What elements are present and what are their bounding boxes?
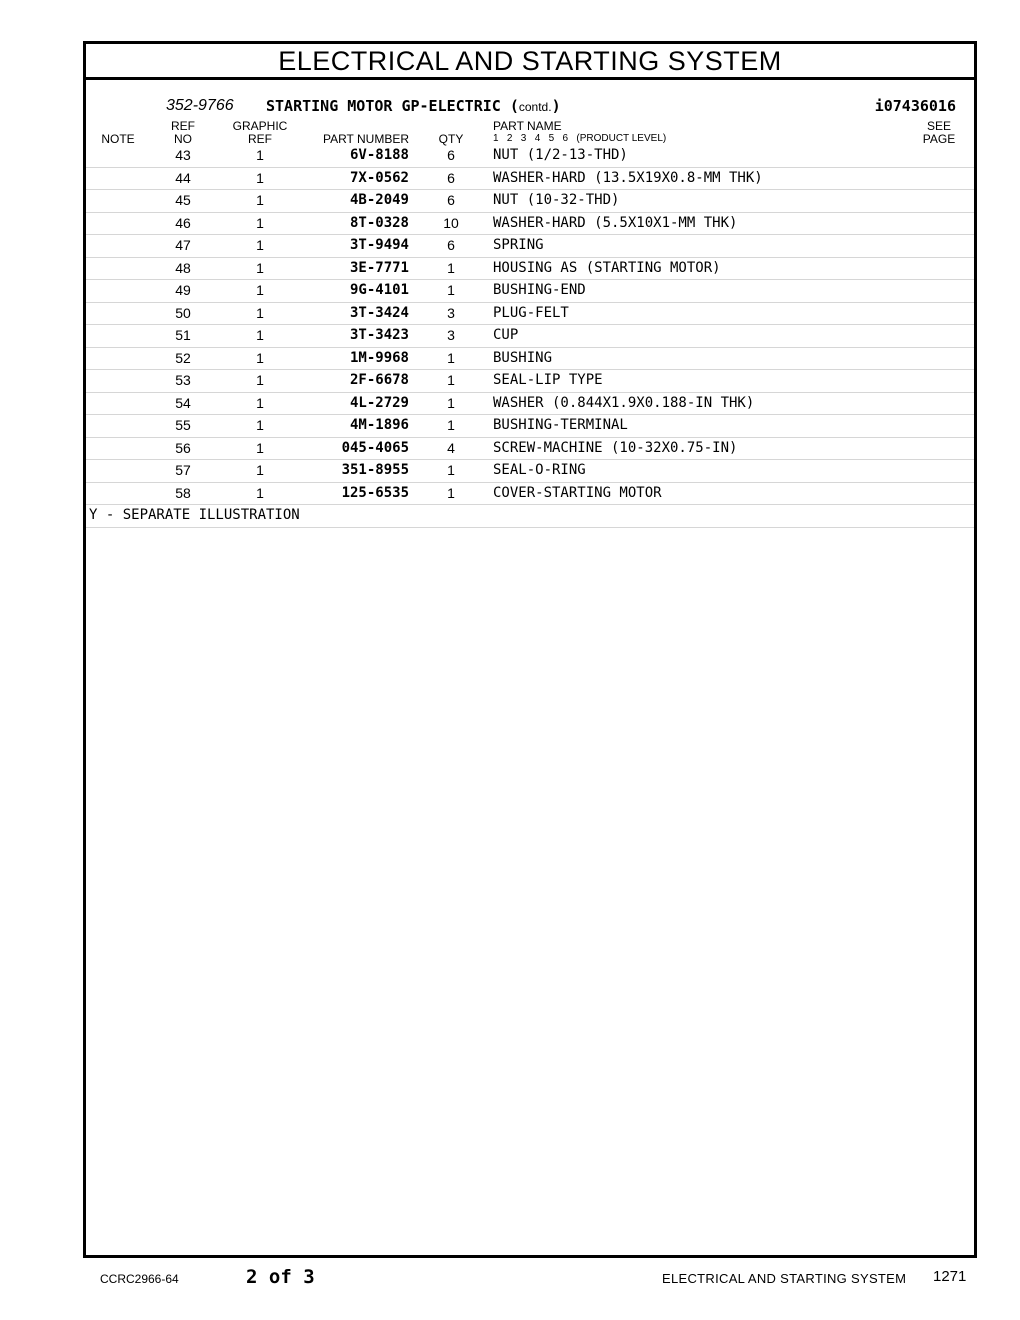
table-row	[86, 190, 974, 213]
part-name: WASHER-HARD (13.5X19X0.8-MM THK)	[493, 169, 763, 186]
table-row	[86, 393, 974, 416]
illustration-note-text: Y - SEPARATE ILLUSTRATION	[89, 507, 300, 523]
qty: 6	[447, 169, 455, 186]
group-id: i07436016	[874, 97, 956, 115]
table-row	[86, 325, 974, 348]
part-number: 8T-0328	[349, 214, 409, 231]
table-row	[86, 168, 974, 191]
qty: 6	[447, 237, 455, 253]
qty: 1	[447, 372, 455, 388]
ref-no: 51	[175, 327, 191, 343]
ref-no: 44	[175, 169, 191, 186]
illustration-note	[86, 505, 974, 528]
parts-table	[86, 145, 974, 528]
qty: 1	[447, 417, 455, 433]
graphic-ref: 1	[256, 417, 264, 433]
graphic-ref: 1	[256, 372, 264, 388]
part-number: 1M-9968	[349, 349, 409, 366]
part-name: BUSHING-TERMINAL	[493, 417, 628, 433]
part-name: HOUSING AS (STARTING MOTOR)	[493, 259, 721, 276]
graphic-ref: 1	[256, 282, 264, 298]
part-number: 6V-8188	[349, 147, 409, 163]
table-row	[86, 258, 974, 281]
part-name: WASHER-HARD (5.5X10X1-MM THK)	[493, 214, 738, 231]
group-contd: contd.	[518, 100, 552, 114]
qty: 1	[447, 282, 455, 298]
group-header	[86, 96, 974, 118]
part-number: 125-6535	[341, 484, 409, 501]
graphic-ref: 1	[256, 462, 264, 478]
header-qty: QTY	[438, 132, 464, 146]
qty: 4	[447, 439, 455, 456]
part-name: SEAL-LIP TYPE	[493, 372, 603, 388]
qty: 1	[447, 462, 455, 478]
graphic-ref: 1	[256, 484, 264, 501]
footer-page-number: 1271	[933, 1268, 967, 1285]
table-row	[86, 213, 974, 236]
ref-no: 49	[175, 282, 191, 298]
ref-no: 55	[175, 417, 191, 433]
group-close-paren: )	[551, 97, 561, 115]
part-number: 7X-0562	[349, 169, 409, 186]
ref-no: 54	[175, 394, 191, 411]
header-ref-bottom: NO	[174, 132, 192, 146]
table-row	[86, 415, 974, 438]
ref-no: 45	[175, 192, 191, 208]
ref-no: 52	[175, 349, 191, 366]
group-name	[266, 97, 561, 115]
table-row	[86, 460, 974, 483]
qty: 3	[447, 304, 455, 321]
graphic-ref: 1	[256, 169, 264, 186]
ref-no: 53	[175, 372, 191, 388]
table-row	[86, 145, 974, 168]
section-title-bar	[86, 44, 974, 80]
header-ref-top: REF	[171, 119, 195, 133]
graphic-ref: 1	[256, 394, 264, 411]
table-row	[86, 303, 974, 326]
qty: 6	[447, 192, 455, 208]
qty: 6	[447, 147, 455, 163]
ref-no: 48	[175, 259, 191, 276]
graphic-ref: 1	[256, 327, 264, 343]
part-number: 9G-4101	[349, 282, 409, 298]
page-footer	[0, 1262, 1020, 1292]
qty: 1	[447, 349, 455, 366]
table-row	[86, 483, 974, 506]
graphic-ref: 1	[256, 304, 264, 321]
part-number: 3E-7771	[349, 259, 409, 276]
table-row	[86, 370, 974, 393]
page-frame	[83, 41, 977, 1258]
qty: 1	[447, 259, 455, 276]
header-note: NOTE	[101, 132, 135, 146]
header-part-number: PART NUMBER	[322, 132, 409, 146]
part-number: 351-8955	[341, 462, 409, 478]
header-see-top: SEE	[926, 119, 951, 133]
ref-no: 57	[175, 462, 191, 478]
part-number: 4L-2729	[349, 394, 409, 411]
header-graphic-bottom: REF	[248, 132, 272, 146]
ref-no: 43	[175, 147, 191, 163]
qty: 1	[447, 394, 455, 411]
part-number: 2F-6678	[349, 372, 409, 388]
footer-section: ELECTRICAL AND STARTING SYSTEM	[662, 1271, 907, 1286]
page-title: ELECTRICAL AND STARTING SYSTEM	[278, 46, 782, 76]
group-number: 352-9766	[166, 97, 234, 114]
part-name: PLUG-FELT	[493, 304, 569, 321]
graphic-ref: 1	[256, 259, 264, 276]
table-row	[86, 235, 974, 258]
part-number: 3T-3423	[349, 327, 409, 343]
ref-no: 47	[175, 237, 191, 253]
footer-page-of: 2 of 3	[246, 1266, 315, 1288]
part-number: 3T-9494	[349, 237, 409, 253]
header-part-name: PART NAME	[493, 119, 562, 133]
part-number: 045-4065	[341, 439, 409, 456]
part-name: NUT (1/2-13-THD)	[493, 147, 628, 163]
part-number: 4M-1896	[349, 417, 409, 433]
graphic-ref: 1	[256, 349, 264, 366]
qty: 10	[443, 214, 459, 231]
part-name: COVER-STARTING MOTOR	[493, 484, 662, 501]
part-name: SCREW-MACHINE (10-32X0.75-IN)	[493, 439, 738, 456]
table-row	[86, 280, 974, 303]
graphic-ref: 1	[256, 237, 264, 253]
group-name-text: STARTING MOTOR GP-ELECTRIC (	[266, 97, 519, 115]
ref-no: 56	[175, 439, 191, 456]
ref-no: 46	[175, 214, 191, 231]
part-name: BUSHING-END	[493, 282, 586, 298]
part-name: CUP	[493, 327, 519, 343]
part-name: SEAL-O-RING	[493, 462, 586, 478]
part-name: WASHER (0.844X1.9X0.188-IN THK)	[493, 394, 755, 411]
part-name: NUT (10-32-THD)	[493, 192, 620, 208]
header-product-level: 1 2 3 4 5 6 (PRODUCT LEVEL)	[493, 133, 667, 144]
graphic-ref: 1	[256, 147, 264, 163]
qty: 1	[447, 484, 455, 501]
header-graphic-top: GRAPHIC	[232, 119, 288, 133]
part-number: 3T-3424	[349, 304, 409, 321]
table-row	[86, 438, 974, 461]
qty: 3	[447, 327, 455, 343]
ref-no: 50	[175, 304, 191, 321]
footer-code: CCRC2966-64	[100, 1272, 179, 1286]
part-name: BUSHING	[493, 349, 553, 366]
graphic-ref: 1	[256, 192, 264, 208]
part-number: 4B-2049	[349, 192, 409, 208]
header-see-bottom: PAGE	[922, 132, 956, 146]
graphic-ref: 1	[256, 214, 264, 231]
ref-no: 58	[175, 484, 191, 501]
graphic-ref: 1	[256, 439, 264, 456]
table-row	[86, 348, 974, 371]
part-name: SPRING	[493, 237, 544, 253]
